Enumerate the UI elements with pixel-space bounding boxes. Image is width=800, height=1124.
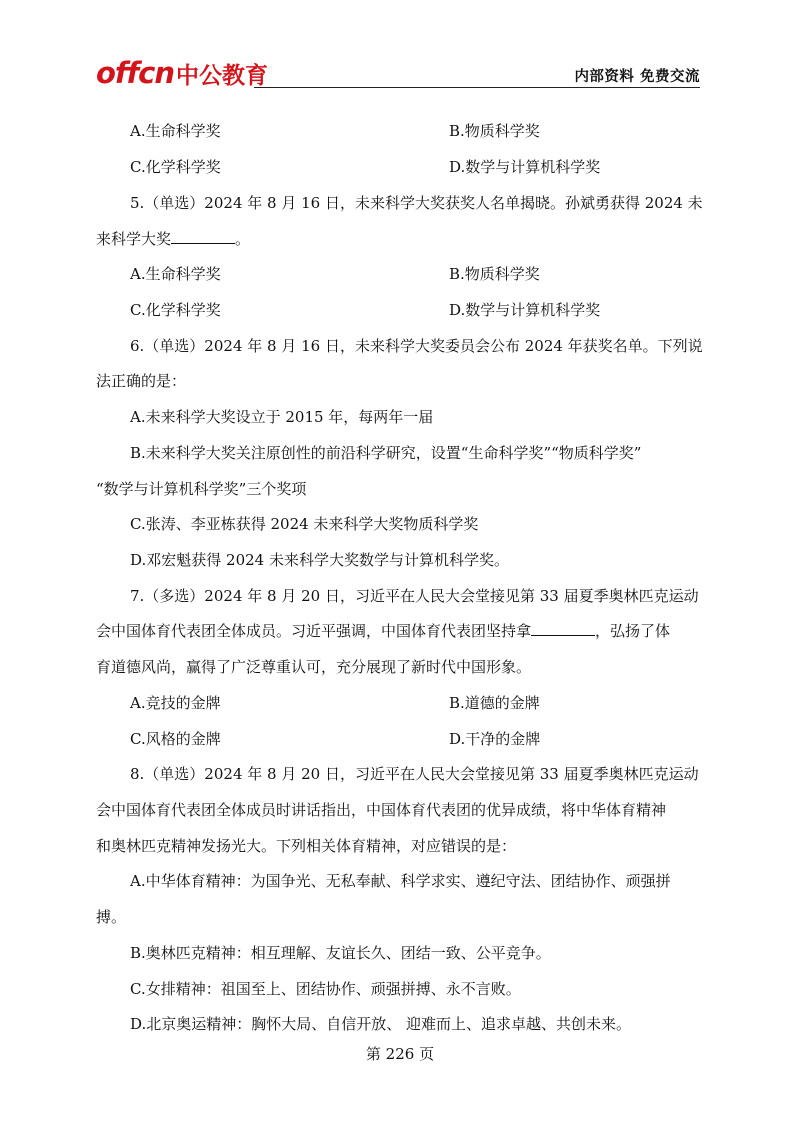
- line-text: B.道德的金牌: [449, 694, 540, 712]
- line-text-after-blank: ，弘扬了体: [595, 622, 671, 640]
- line-text: B.奥林匹克精神：相互理解、友谊长久、团结一致、公平竞争。: [130, 944, 551, 962]
- line-text: 会中国体育代表团全体成员时讲话指出，中国体育代表团的优异成绩，将中华体育精神: [96, 801, 667, 819]
- text-line: [130, 514, 478, 534]
- text-line: [130, 300, 221, 320]
- line-text: A.竞技的金牌: [130, 694, 221, 712]
- text-line: [96, 657, 531, 677]
- line-text: C.风格的金牌: [130, 730, 221, 748]
- line-text: B.物质科学奖: [449, 122, 540, 140]
- text-line: [130, 550, 509, 570]
- text-line: [96, 371, 186, 391]
- line-text: 来科学大奖: [96, 230, 172, 248]
- line-text: 8.（单选）2024 年 8 月 20 日，习近平在人民大会堂接见第 33 届夏季奥林匹克运动: [130, 765, 699, 783]
- line-text: B.物质科学奖: [449, 265, 540, 283]
- text-line: [449, 157, 600, 177]
- line-text: A.生命科学奖: [130, 265, 221, 283]
- line-text: D.数学与计算机科学奖: [449, 301, 601, 319]
- line-text: 会中国体育代表团全体成员。习近平强调，中国体育代表团坚持拿: [96, 622, 532, 640]
- text-line: [130, 1014, 631, 1034]
- line-text: “数学与计算机科学奖”三个奖项: [96, 480, 307, 498]
- line-text: A.未来科学大奖设立于 2015 年，每两年一届: [130, 408, 434, 426]
- logo-latin-text: offcn: [96, 56, 174, 90]
- text-line: [130, 871, 671, 891]
- fill-in-blank: [531, 621, 595, 636]
- text-line: [96, 800, 666, 820]
- text-line: [130, 336, 703, 356]
- line-text: 和奥林匹克精神发扬光大。下列相关体育精神，对应错误的是：: [96, 837, 517, 855]
- line-text: C.女排精神：祖国至上、团结协作、顽强拼搏、永不言败。: [130, 980, 521, 998]
- line-text: C.化学科学奖: [130, 301, 221, 319]
- line-text: D.数学与计算机科学奖: [449, 158, 601, 176]
- line-text: A.中华体育精神：为国争光、无私奉献、科学求实、遵纪守法、团结协作、顽强拼: [130, 872, 671, 890]
- text-line: [96, 229, 250, 249]
- logo-cn-text: 中公教育: [176, 63, 268, 89]
- text-line: [96, 621, 670, 641]
- text-line: [130, 157, 221, 177]
- text-line: [449, 693, 540, 713]
- page-header: [96, 56, 700, 88]
- line-text: 5.（单选）2024 年 8 月 16 日，未来科学大奖获奖人名单揭晓。孙斌勇获得 2024 未: [130, 194, 703, 212]
- text-line: [130, 943, 551, 963]
- line-text: 育道德风尚，赢得了广泛尊重认可，充分展现了新时代中国形象。: [96, 658, 532, 676]
- line-text: D.邓宏魁获得 2024 未来科学大奖数学与计算机科学奖。: [130, 551, 509, 569]
- header-rule: [254, 87, 700, 88]
- text-line: [130, 121, 221, 141]
- text-line: [96, 907, 126, 927]
- text-line: [130, 193, 703, 213]
- line-text: C.张涛、李亚栋获得 2024 未来科学大奖物质科学奖: [130, 515, 479, 533]
- text-line: [449, 729, 540, 749]
- text-line: [96, 836, 516, 856]
- text-line: [449, 300, 600, 320]
- text-line: [130, 264, 221, 284]
- line-text: A.生命科学奖: [130, 122, 221, 140]
- text-line: [130, 693, 221, 713]
- line-text: 法正确的是：: [96, 372, 187, 390]
- line-text: D.干净的金牌: [449, 730, 541, 748]
- fill-in-blank: [171, 229, 235, 244]
- line-text: 搏。: [96, 908, 127, 926]
- text-line: [449, 264, 540, 284]
- offcn-logo: [96, 56, 268, 88]
- line-text: 6.（单选）2024 年 8 月 16 日，未来科学大奖委员会公布 2024 年获奖名单。下列说: [130, 337, 703, 355]
- text-line: [130, 586, 699, 606]
- text-line: [130, 443, 641, 463]
- line-text-after-blank: 。: [235, 230, 251, 248]
- header-caption: 内部资料 免费交流: [574, 69, 700, 85]
- text-line: [130, 979, 521, 999]
- line-text: C.化学科学奖: [130, 158, 221, 176]
- text-line: [130, 407, 433, 427]
- line-text: 7.（多选）2024 年 8 月 20 日，习近平在人民大会堂接见第 33 届夏季奥林匹克运动: [130, 587, 699, 605]
- text-line: [449, 121, 540, 141]
- text-line: [96, 479, 306, 499]
- text-line: [130, 729, 221, 749]
- line-text: D.北京奥运精神：胸怀大局、自信开放、 迎难而上、追求卓越、共创未来。: [130, 1015, 632, 1033]
- page-number: 第 226 页: [365, 1045, 435, 1063]
- line-text: B.未来科学大奖关注原创性的前沿科学研究，设置“生命科学奖”“物质科学奖”: [130, 444, 642, 462]
- text-line: [130, 764, 699, 784]
